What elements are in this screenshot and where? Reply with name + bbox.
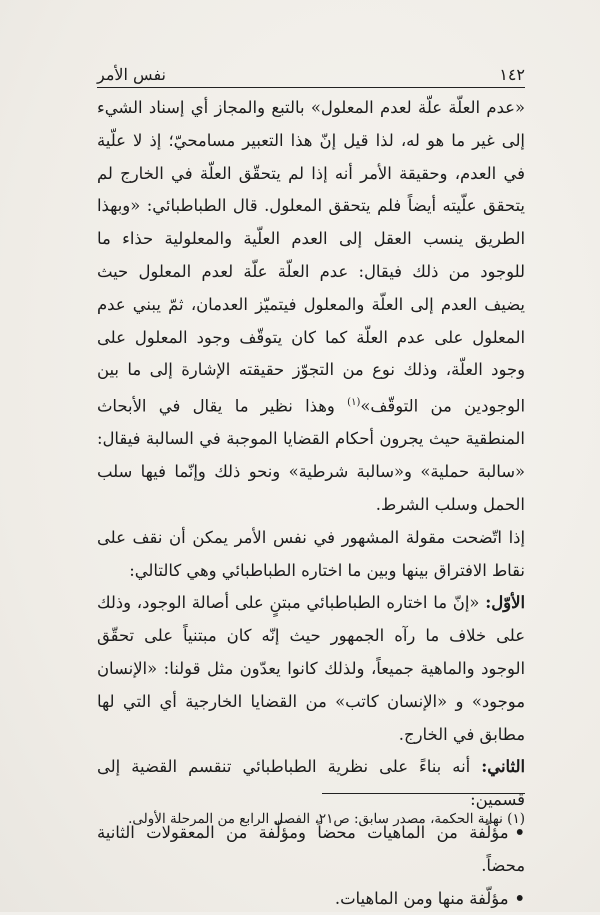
body-text: [97, 92, 525, 915]
list-item: [97, 883, 525, 915]
list-item-text: مؤلّفة منها ومن الماهيات.: [334, 888, 509, 908]
bullet-icon: •: [514, 888, 525, 908]
footnote-reference[interactable]: (١): [347, 397, 361, 409]
running-title: نفس الأمر: [97, 65, 166, 84]
bullet-icon: •: [514, 823, 525, 842]
list-item-text: مؤلّفة من الماهيات محضاً ومؤلّفة من المعقولات الثانية محضاً.: [97, 823, 525, 875]
point-label-second: الثاني:: [481, 757, 525, 777]
paragraph-text: «إنّ ما اختاره الطباطبائي مبتنٍ على أصالة الوجود، وذلك على خلاف ما رآه الجمهور حيث إنّه كان مبتنياً على تحقّق الوجود والماهية جميعاً، ولذلك كانوا يعدّون مثل قولنا: «الإنسان موجود» و «الإنسان كاتب» من القضايا الخارجية أي التي لها مطابق في الخارج.: [97, 593, 525, 744]
paragraph-1: [97, 92, 525, 522]
paragraph-text: «عدم العلّة علّة لعدم المعلول» بالتبع والمجاز أي إسناد الشيء إلى غير ما هو له، لذا قيل إنّ هذا التعبير مسامحيّ؛ إذ لا علّية في العدم، وحقيقة الأمر أنه إذا لم يتحقّق العلّة في الخارج لم يتحقق علّيته أيضاً فلم يتحقق المعلول. قال الطباطبائي: «وبهذا الطريق ينسب العقل إلى العدم العلّية والمعلولية حذاء ما للوجود من ذلك فيقال: عدم العلّة علّة لعدم المعلول حيث يضيف العدم إلى العلّة والمعلول فيتميّز العدمان، ثمّ يبني عدم المعلول على عدم العلّة كما كان يتوقّف وجود المعلول على وجود العلّة، وذلك نوع من التجوّز حقيقته الإشارة إلى ما بين الوجودين من التوقّف»: [97, 98, 526, 416]
page-number: ١٤٢: [499, 65, 525, 84]
bullet-list: [97, 817, 525, 915]
paragraph-text: أنه بناءً على نظرية الطباطبائي تنقسم القضية إلى قسمين:: [97, 757, 525, 810]
point-label-first: الأوّل:: [485, 593, 525, 613]
page-header: [97, 62, 525, 84]
footnote-rule: [322, 793, 525, 794]
paragraph-2: [97, 522, 525, 588]
paragraph-first-point: [97, 587, 525, 751]
footnote: (١) نهاية الحكمة، مصدر سابق: ص٢١، الفصل الرابع من المرحلة الأولى.: [128, 811, 525, 827]
header-rule: [97, 87, 525, 88]
paragraph-text-continued: وهذا نظير ما يقال في الأبحاث المنطقية حيث يجرون أحكام القضايا الموجبة في السالبة فيقال: «سالبة حملية» و«سالبة شرطية» ونحو ذلك وإنّما فيها سلب الحمل وسلب الشرط.: [97, 396, 525, 515]
paragraph-text: إذا اتّضحت مقولة المشهور في نفس الأمر يمكن أن نقف على نقاط الافتراق بينها وبين ما اختاره الطباطبائي وهي كالتالي:: [97, 527, 525, 580]
